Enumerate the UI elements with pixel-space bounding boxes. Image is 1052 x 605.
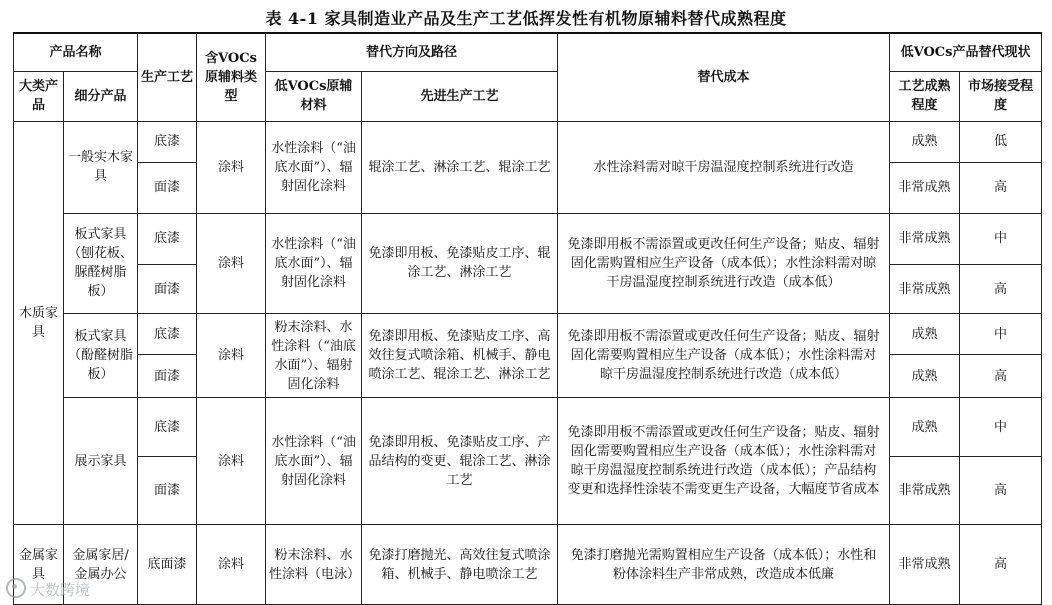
process-cell: 面漆 xyxy=(138,355,197,398)
market-cell: 高 xyxy=(960,162,1042,213)
header-low-voc-status: 低VOCs产品替代现状 xyxy=(890,33,1042,72)
subcategory-cell: 一般实木家具 xyxy=(64,121,138,213)
market-cell: 高 xyxy=(960,355,1042,398)
market-cell: 高 xyxy=(960,525,1042,605)
maturity-cell: 非常成熟 xyxy=(890,213,960,264)
process-cell: 面漆 xyxy=(138,162,197,213)
market-cell: 中 xyxy=(960,314,1042,355)
cost-cell: 免漆打磨抛光需购置相应生产设备（成本低）；水性和粉体涂料生产非常成熟，改造成本低廉 xyxy=(558,525,890,605)
header-product-name: 产品名称 xyxy=(14,33,138,72)
table-row xyxy=(14,213,1042,264)
header-substitution-cost: 替代成本 xyxy=(558,33,890,121)
process-cell: 底漆 xyxy=(138,121,197,162)
table-row xyxy=(14,121,1042,162)
process-cell: 底漆 xyxy=(138,398,197,457)
cost-cell: 免漆即用板不需添置或更改任何生产设备；贴皮、辐射固化需要购置相应生产设备（成本低）；水性涂料需对晾干房温湿度控制系统进行改造（成本低） xyxy=(558,314,890,398)
header-advanced-process: 先进生产工艺 xyxy=(362,72,558,121)
watermark-text: 大数跨境 xyxy=(30,581,91,599)
maturity-cell: 成熟 xyxy=(890,398,960,457)
low-voc-material-cell: 水性涂料（“油底水面”）、辐射固化涂料 xyxy=(266,213,362,313)
advanced-process-cell: 免漆即用板、免漆贴皮工序、产品结构的变更、辊涂工艺、淋涂工艺 xyxy=(362,398,558,525)
market-cell: 中 xyxy=(960,398,1042,457)
advanced-process-cell: 辊涂工艺、淋涂工艺、辊涂工艺 xyxy=(362,121,558,213)
market-cell: 中 xyxy=(960,213,1042,264)
subcategory-cell: 展示家具 xyxy=(64,398,138,525)
market-cell: 高 xyxy=(960,457,1042,525)
process-cell: 底漆 xyxy=(138,314,197,355)
process-cell: 面漆 xyxy=(138,457,197,525)
header-low-voc-material: 低VOCs原辅材料 xyxy=(266,72,362,121)
subcategory-cell: 板式家具（刨花板、脲醛树脂板） xyxy=(64,213,138,313)
low-voc-material-cell: 水性涂料（“油底水面”）、辐射固化涂料 xyxy=(266,398,362,525)
watermark xyxy=(6,578,90,600)
advanced-process-cell: 免漆即用板、免漆贴皮工序、高效往复式喷涂箱、机械手、静电喷涂工艺、辊涂工艺、淋涂工艺 xyxy=(362,314,558,398)
category-cell: 金属家具 xyxy=(14,525,64,605)
table-title: 表 4-1 家具制造业产品及生产工艺低挥发性有机物原辅料替代成熟程度 xyxy=(265,9,787,28)
maturity-cell: 成熟 xyxy=(890,314,960,355)
material-type-cell: 涂料 xyxy=(197,213,266,313)
material-type-cell: 涂料 xyxy=(197,398,266,525)
table-row xyxy=(14,525,1042,605)
low-voc-material-cell: 粉末涂料、水性涂料（电泳） xyxy=(266,525,362,605)
maturity-cell: 非常成熟 xyxy=(890,264,960,313)
cost-cell: 免漆即用板不需添置或更改任何生产设备；贴皮、辐射固化需购置相应生产设备（成本低）；水性涂料需对晾干房温湿度控制系统进行改造（成本低） xyxy=(558,213,890,313)
material-type-cell: 涂料 xyxy=(197,314,266,398)
cost-cell: 免漆即用板不需添置或更改任何生产设备；贴皮、辐射固化需要购置相应生产设备（成本低）；水性涂料需对晾干房温湿度控制系统进行改造（成本低）；产品结构变更和选择性涂装不需变更生产设备，大幅度节省成本 xyxy=(558,398,890,525)
watermark-logo-icon xyxy=(6,578,26,598)
header-voc-material-type: 含VOCs原辅料类型 xyxy=(197,33,266,121)
table-row xyxy=(14,314,1042,355)
header-market-acceptance: 市场接受程度 xyxy=(960,72,1042,121)
maturity-cell: 非常成熟 xyxy=(890,525,960,605)
maturity-cell: 成熟 xyxy=(890,121,960,162)
header-substitution-path: 替代方向及路径 xyxy=(266,33,558,72)
maturity-cell: 非常成熟 xyxy=(890,162,960,213)
low-voc-material-cell: 水性涂料（“油底水面”）、辐射固化涂料 xyxy=(266,121,362,213)
low-voc-material-cell: 粉末涂料、水性涂料（“油底水面”）、辐射固化涂料 xyxy=(266,314,362,398)
maturity-cell: 非常成熟 xyxy=(890,457,960,525)
market-cell: 低 xyxy=(960,121,1042,162)
process-cell: 面漆 xyxy=(138,264,197,313)
market-cell: 高 xyxy=(960,264,1042,313)
material-type-cell: 涂料 xyxy=(197,525,266,605)
subcategory-cell: 板式家具（酚醛树脂板） xyxy=(64,314,138,398)
subcategory-cell: 金属家居/金属办公 xyxy=(64,525,138,605)
maturity-cell: 成熟 xyxy=(890,355,960,398)
process-cell: 底漆 xyxy=(138,213,197,264)
table-row xyxy=(14,398,1042,457)
advanced-process-cell: 免漆即用板、免漆贴皮工序、辊涂工艺、淋涂工艺 xyxy=(362,213,558,313)
category-cell: 木质家具 xyxy=(14,121,64,524)
header-process-maturity: 工艺成熟程度 xyxy=(890,72,960,121)
header-process: 生产工艺 xyxy=(138,33,197,121)
advanced-process-cell: 免漆打磨抛光、高效往复式喷涂箱、机械手、静电喷涂工艺 xyxy=(362,525,558,605)
material-type-cell: 涂料 xyxy=(197,121,266,213)
header-subcategory: 细分产品 xyxy=(64,72,138,121)
header-category: 大类产品 xyxy=(14,72,64,121)
process-cell: 底面漆 xyxy=(138,525,197,605)
substitution-table xyxy=(13,32,1042,605)
cost-cell: 水性涂料需对晾干房温湿度控制系统进行改造 xyxy=(558,121,890,213)
